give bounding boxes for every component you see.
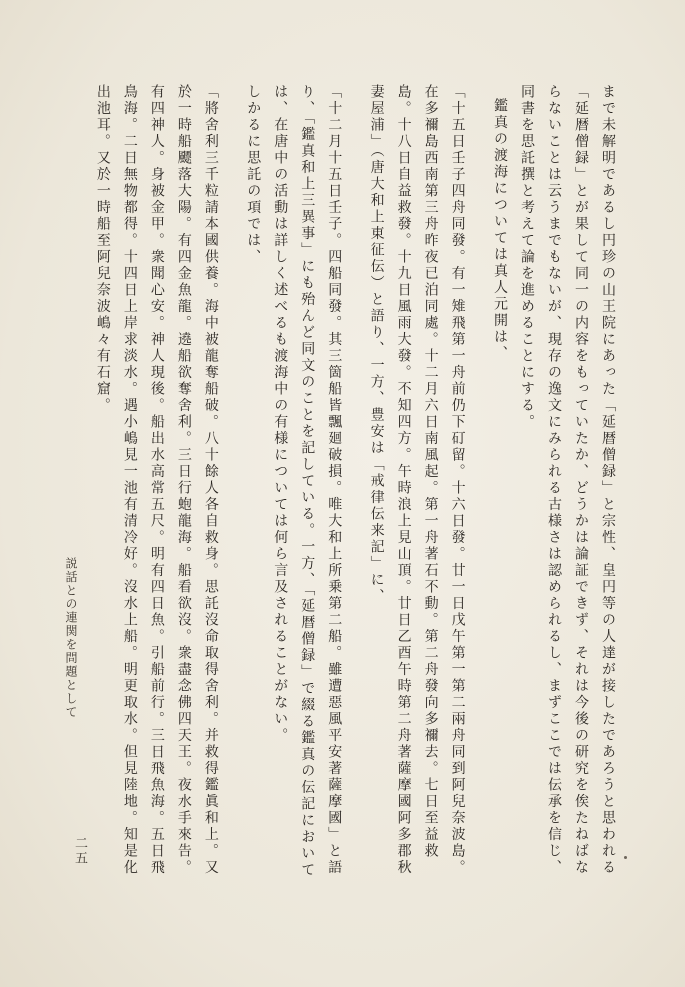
- paragraph-intro: まで未解明であるし円珍の山王院にあった「延暦僧録」と宗性、皇円等の人達が接したであろうと思われる「延暦僧録」とが果して同一の内容をもっていたか、どうかは論証できず、それは今後の研究を俟たねばならないことは云うまでもないが、現存の逸文にみられる古様さは認められるし、まずここでは伝承を信じ、同書を思託撰と考えて論を進めることにする。: [519, 84, 616, 876]
- paragraph-shitaku-intro: しかるに思託の項では、: [245, 84, 262, 266]
- quotation-toseiden: 「十五日壬子四舟同發。有一雉飛第一舟前仍下矴留。十六日發。廿一日戊午第一第二兩舟同到阿兒奈波島。在多禰島西南第三舟昨夜已泊同處。十二月六日南風起。第一舟著石不動。第二舟發向多禰去。七日至益救島。十八日自益救發。十九日風雨大發。不知四方。午時浪上見山頂。廿日乙酉午時第二舟著薩摩國阿多郡秋妻屋浦」（唐大和上東征伝）と語り、一方、豊安は「戒律伝来記」に、: [368, 84, 466, 876]
- quotation-enryaku-soroku: 「將舍利三千粒請本國供養。海中被龍奪船破。八十餘人各自救身。思託沒命取得舍利。并救得鑑眞和上。又於一時船飃落大陽。有四金魚龍。遶船欲奪舍利。三日行蚫龍海。船看欲沒。衆盡念佛四天王。夜水手來告。有四神人。身被金甲。衆聞心安。神人現後。船出水高常五尺。明有四日魚。引船前行。三日飛魚海。五日飛鳥海。二日無物都得。十四日上岸求淡水。遇小嶋見一池有清冷好。沒水上船。明更取水。但見陸地。知是化出池耳。又於一時船至阿兒奈波嶋々有石窟。: [94, 84, 219, 876]
- paragraph-jianzhen-crossing: 鑑真の渡海については真人元開は、: [492, 98, 508, 362]
- running-head: 説話との連関を問題として: [64, 557, 78, 719]
- page-number: 二五: [72, 836, 87, 866]
- ink-speck: [624, 856, 627, 859]
- vertical-body-text: [61, 84, 621, 884]
- quotation-kairitsu-denraiki: 「十二月十五日壬子。四船同發。其三箇船皆飄廻破損。唯大和上所乗第二船。雖遭惡風平安著薩摩國」と語り、「鑑真和上三異事」にも殆んど同文のことを記している。一方、「延暦僧録」で綴る鑑真の伝記においては、在唐中の活動は詳しく述べるも渡海中の有様については何ら言及されることがない。: [272, 84, 343, 879]
